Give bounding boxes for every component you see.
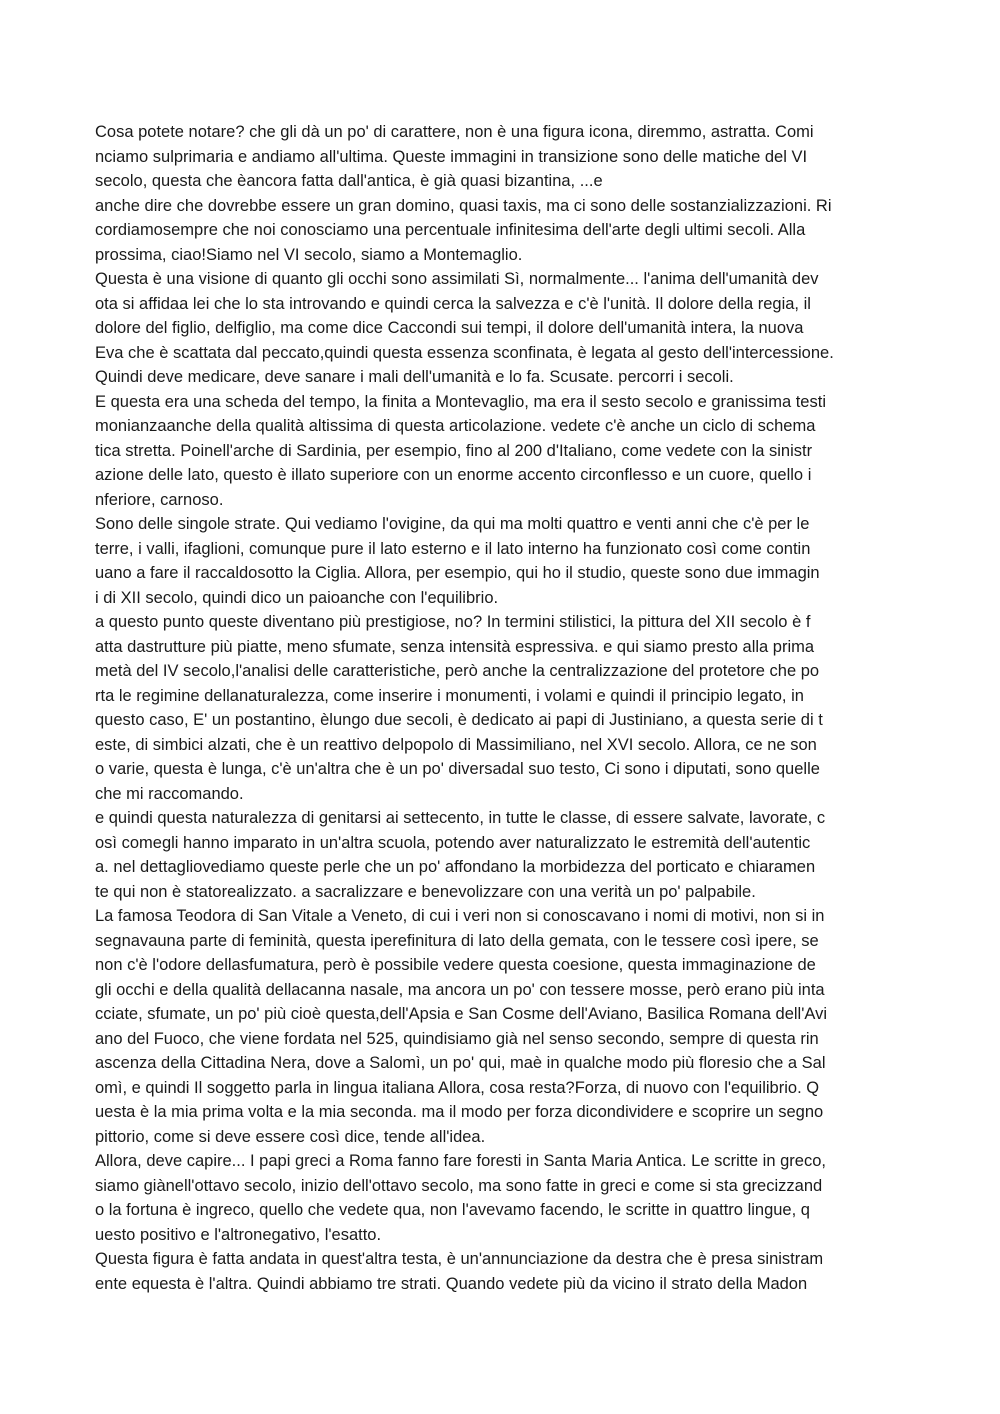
text-line: monianzaanche della qualità altissima di questa articolazione. vedete c'è anche un ciclo di schema xyxy=(95,417,816,435)
text-line: segnavauna parte di feminità, questa iperefinitura di lato della gemata, con le tessere così ipere, se xyxy=(95,931,819,950)
text-line: pittorio, come si deve essere così dice, tende all'idea. xyxy=(95,1127,486,1146)
text-line: Allora, deve capire... I papi greci a Roma fanno fare foresti in Santa Maria Antica. Le scritte in greco, xyxy=(95,1152,826,1170)
text-line: uano a fare il raccaldosotto la Ciglia. Allora, per esempio, qui ho il studio, queste sono due immagin xyxy=(95,564,820,582)
text-line: Eva che è scattata dal peccato,quindi questa essenza sconfinata, è legata al gesto dell'intercessione. xyxy=(95,343,834,362)
text-line: a questo punto queste diventano più prestigiose, no? In termini stilistici, la pittura del XII secolo è f xyxy=(95,613,811,631)
text-line: omì, e quindi Il soggetto parla in lingua italiana Allora, cosa resta?Forza, di nuovo con l'equilibrio. Q xyxy=(95,1078,820,1097)
text-line: prossima, ciao!Siamo nel VI secolo, siamo a Montemaglio. xyxy=(95,245,523,264)
text-line: anche dire che dovrebbe essere un gran domino, quasi taxis, ma ci sono delle sostanzializzazioni. Ri xyxy=(95,196,832,215)
text-line: ano del Fuoco, che viene fordata nel 525, quindisiamo già nel senso secondo, sempre di questa rin xyxy=(95,1029,819,1048)
text-line: Sono delle singole strate. Qui vediamo l'ovigine, da qui ma molti quattro e venti anni che c'è per le xyxy=(95,515,810,533)
text-line: cordiamosempre che noi conosciamo una percentuale infinitesima dell'arte degli ultimi secoli. Alla xyxy=(95,221,806,239)
text-line: o la fortuna è ingreco, quello che vedete qua, non l'avevamo facendo, le scritte in quattro lingue, q xyxy=(95,1201,810,1219)
text-line: ascenza della Cittadina Nera, dove a Salomì, un po' qui, maè in qualche modo più floresio che a Sal xyxy=(95,1054,826,1072)
text-line: Questa è una visione di quanto gli occhi sono assimilati Sì, normalmente... l'anima dell'umanità dev xyxy=(95,270,819,288)
text-line: siamo giànell'ottavo secolo, inizio dell'ottavo secolo, ma sono fatte in greci e come si sta grecizzand xyxy=(95,1176,823,1195)
text-line: nferiore, carnoso. xyxy=(95,490,224,509)
text-line: questo caso, E' un postantino, èlungo due secoli, è dedicato ai papi di Justiniano, a questa serie di t xyxy=(95,711,823,729)
text-line: a. nel dettagliovediamo queste perle che un po' affondano la morbidezza del porticato e chiaramen xyxy=(95,858,816,876)
text-line: te qui non è statorealizzato. a sacralizzare e benevolizzare con una verità un po' palpabile. xyxy=(95,882,756,901)
text-line: Questa figura è fatta andata in quest'altra testa, è un'annunciazione da destra che è presa sinistram xyxy=(95,1250,824,1268)
text-line: metà del IV secolo,l'analisi delle caratteristiche, però anche la centralizzazione del protetore che po xyxy=(95,662,820,680)
text-line: dolore del figlio, delfiglio, ma come dice Caccondi sui tempi, il dolore dell'umanità intera, la nuova xyxy=(95,319,804,337)
text-line: osì comegli hanno imparato in un'altra scuola, potendo aver naturalizzato le estremità dell'autentic xyxy=(95,833,811,852)
text-line: rta le regimine dellanaturalezza, come inserire i monumenti, i volami e quindi il principio legato, in xyxy=(95,686,804,705)
text-line: este, di simbici alzati, che è un reattivo delpopolo di Massimiliano, nel XVI secolo. Allora, ce ne son xyxy=(95,735,817,754)
text-line: Quindi deve medicare, deve sanare i mali dell'umanità e lo fa. Scusate. percorri i secoli. xyxy=(95,368,734,386)
document-page xyxy=(95,120,915,1296)
text-line: gli occhi e della qualità dellacanna nasale, ma ancora un po' con tessere mosse, però erano più inta xyxy=(95,980,825,999)
text-line: terre, i valli, ifaglioni, comunque pure il lato esterno e il lato interno ha funzionato così come contin xyxy=(95,539,811,558)
text-line: uesto positivo e l'altronegativo, l'esatto. xyxy=(95,1225,382,1244)
text-line: tica stretta. Poinell'arche di Sardinia, per esempio, fino al 200 d'Italiano, come vedete con la sinistr xyxy=(95,441,813,460)
text-line: che mi raccomando. xyxy=(95,784,244,803)
text-line: ente equesta è l'altra. Quindi abbiamo tre strati. Quando vedete più da vicino il strato della Madon xyxy=(95,1274,808,1293)
text-line: cciate, sfumate, un po' più cioè questa,dell'Apsia e San Cosme dell'Aviano, Basilica Romana dell'Avi xyxy=(95,1005,827,1023)
text-line: azione delle lato, questo è illato superiore con un enorme accento circonflesso e un cuore, quello i xyxy=(95,466,812,484)
text-line: secolo, questa che èancora fatta dall'antica, è già quasi bizantina, ...e xyxy=(95,172,603,190)
text-line: Cosa potete notare? che gli dà un po' di carattere, non è una figura icona, diremmo, astratta. Comi xyxy=(95,123,814,141)
text-line: e quindi questa naturalezza di genitarsi ai settecento, in tutte le classe, di essere salvate, lavorate, c xyxy=(95,809,826,827)
text-line: i di XII secolo, quindi dico un paioanche con l'equilibrio. xyxy=(95,588,499,607)
text-line: E questa era una scheda del tempo, la finita a Montevaglio, ma era il sesto secolo e granissima testi xyxy=(95,392,826,411)
text-line: o varie, questa è lunga, c'è un'altra che è un po' diversadal suo testo, Ci sono i diputati, sono quelle xyxy=(95,760,820,778)
text-line: non c'è l'odore dellasfumatura, però è possibile vedere questa coesione, questa immaginazione de xyxy=(95,956,816,974)
text-line: La famosa Teodora di San Vitale a Veneto, di cui i veri non si conoscavano i nomi di motivi, non si in xyxy=(95,907,825,925)
text-line: uesta è la mia prima volta e la mia seconda. ma il modo per forza dicondividere e scoprire un segno xyxy=(95,1103,824,1121)
text-line: nciamo sulprimaria e andiamo all'ultima. Queste immagini in transizione sono delle matiche del VI xyxy=(95,147,808,166)
text-line: atta dastrutture più piatte, meno sfumate, senza intensità espressiva. e qui siamo presto alla prima xyxy=(95,637,815,656)
text-line: ota si affidaa lei che lo sta introvando e quindi cerca la salvezza e c'è l'unità. Il dolore della regia, il xyxy=(95,294,811,313)
